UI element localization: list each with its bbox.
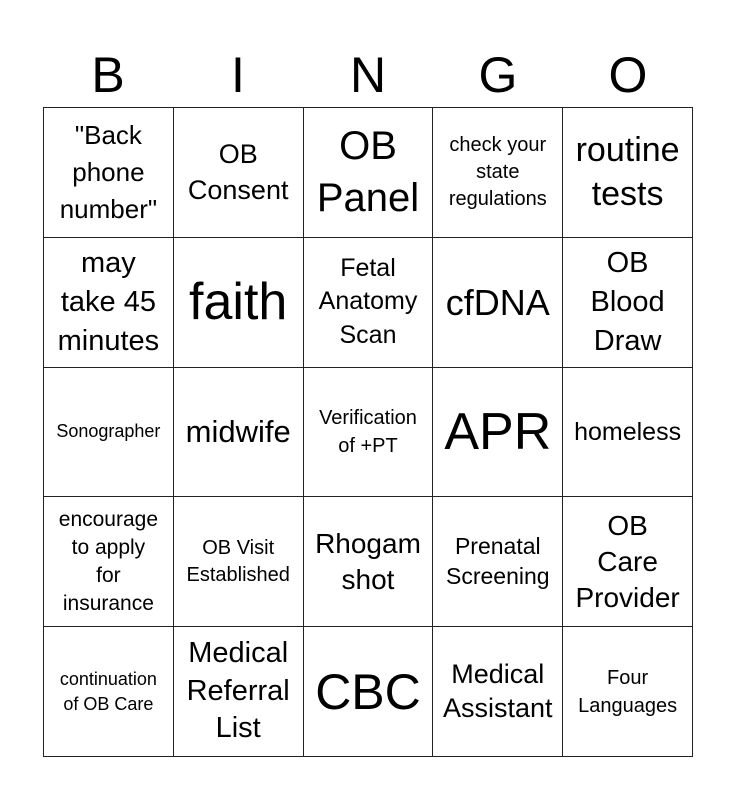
- cell-label: Prenatal Screening: [446, 532, 550, 589]
- cell-label: midwife: [185, 414, 291, 450]
- cell-label: Rhogam shot: [315, 528, 421, 595]
- bingo-cell[interactable]: [433, 368, 563, 498]
- cell-label: Medical Referral List: [186, 637, 290, 745]
- cell-label: cfDNA: [445, 281, 550, 323]
- bingo-cell[interactable]: [433, 238, 563, 368]
- bingo-cell[interactable]: [563, 238, 693, 368]
- bingo-cell[interactable]: [44, 497, 174, 627]
- bingo-cell[interactable]: [174, 368, 304, 498]
- header-letter-n: N: [349, 47, 387, 103]
- header-letter-i: I: [231, 47, 245, 103]
- cell-label: routine tests: [575, 131, 680, 214]
- cell-label: homeless: [574, 417, 682, 446]
- bingo-cell[interactable]: [563, 627, 693, 757]
- bingo-cell[interactable]: [44, 108, 174, 238]
- bingo-cell[interactable]: [563, 108, 693, 238]
- bingo-cell[interactable]: [44, 238, 174, 368]
- bingo-cell[interactable]: [304, 108, 434, 238]
- bingo-cell[interactable]: [304, 497, 434, 627]
- cell-label: OB Blood Draw: [590, 246, 665, 357]
- cell-label: check your state regulations: [448, 133, 547, 210]
- bingo-cell[interactable]: [433, 108, 563, 238]
- bingo-cell[interactable]: [304, 238, 434, 368]
- cell-label: Fetal Anatomy Scan: [318, 253, 418, 350]
- cell-label: continuation of OB Care: [59, 669, 157, 714]
- header-letter-o: O: [608, 47, 648, 103]
- bingo-cell[interactable]: [44, 368, 174, 498]
- bingo-cell[interactable]: [433, 627, 563, 757]
- bingo-cell[interactable]: [563, 368, 693, 498]
- bingo-cell[interactable]: [304, 368, 434, 498]
- header-letter-g: G: [478, 47, 518, 103]
- bingo-cell[interactable]: [174, 627, 304, 757]
- bingo-cell[interactable]: [174, 497, 304, 627]
- bingo-cell[interactable]: [304, 627, 434, 757]
- bingo-cell[interactable]: [174, 238, 304, 368]
- bingo-cell[interactable]: [433, 497, 563, 627]
- bingo-board: [43, 107, 693, 757]
- cell-label: Sonographer: [56, 421, 161, 442]
- bingo-cell[interactable]: [563, 497, 693, 627]
- cell-label: APR: [444, 402, 552, 461]
- cell-label: CBC: [315, 663, 421, 720]
- cell-label: OB Visit Established: [186, 536, 290, 586]
- cell-label: Four Languages: [578, 666, 678, 717]
- cell-label: OB Panel: [316, 124, 420, 221]
- cell-label: Medical Assistant: [443, 658, 553, 723]
- cell-label: Verification of +PT: [319, 406, 417, 457]
- cell-label: faith: [189, 273, 288, 331]
- cell-label: "Back phone number": [59, 120, 158, 224]
- bingo-header: [43, 44, 693, 106]
- cell-label: OB Care Provider: [575, 510, 680, 613]
- bingo-cell[interactable]: [44, 627, 174, 757]
- header-letter-b: B: [91, 47, 125, 103]
- cell-label: may take 45 minutes: [57, 246, 160, 357]
- bingo-cell[interactable]: [174, 108, 304, 238]
- cell-label: OB Consent: [187, 138, 289, 206]
- cell-label: encourage to apply for insurance: [58, 507, 159, 615]
